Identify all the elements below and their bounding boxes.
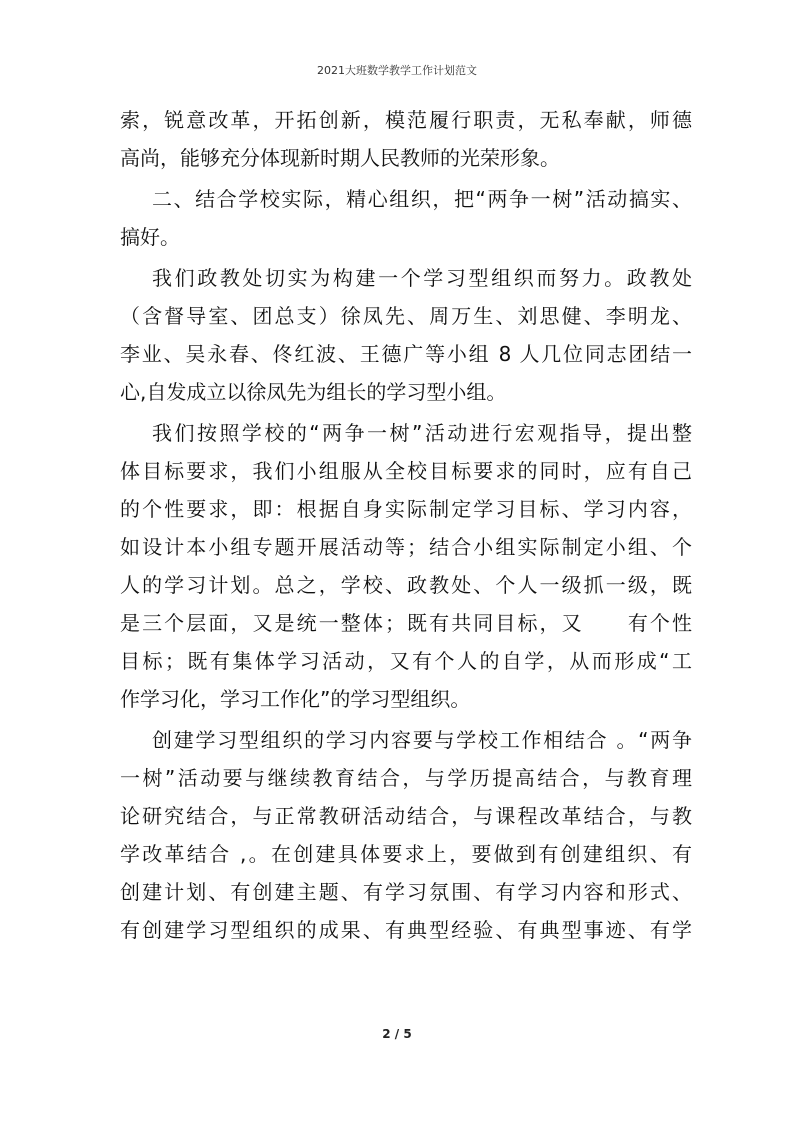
text-line: 学改革结合 ,。在创建具体要求上，要做到有创建组织、有	[120, 842, 692, 866]
text-line: 是三个层面，又是统一整体；既有共同目标，又 有个性	[120, 611, 692, 635]
text-line: 如设计本小组专题开展活动等；结合小组实际制定小组、个	[120, 535, 692, 559]
text-line: 高尚，能够充分体现新时期人民教师的光荣形象。	[120, 146, 560, 170]
page-number: 2 / 5	[382, 1027, 412, 1041]
text-line: （含督导室、团总支）徐凤先、周万生、刘思健、李明龙、	[120, 304, 692, 328]
text-line: 创建计划、有创建主题、有学习氛围、有学习内容和形式、	[120, 880, 692, 904]
paragraph	[120, 259, 692, 411]
text-line: 体目标要求，我们小组服从全校目标要求的同时，应有自己	[120, 459, 692, 483]
paragraph	[120, 180, 692, 256]
text-line: 作学习化，学习工作化”的学习型组织。	[120, 687, 471, 711]
text-line: 心,自发成立以徐凤先为组长的学习型小组。	[120, 380, 507, 404]
text-line: 李业、吴永春、佟红波、王德广等小组 8 人几位同志团结一	[120, 342, 692, 366]
text-line: 人的学习计划。总之，学校、政教处、个人一级抓一级，既	[120, 573, 692, 597]
text-line: 目标；既有集体学习活动，又有个人的自学，从而形成“工	[120, 649, 692, 673]
text-line: 一树”活动要与继续教育结合，与学历提高结合，与教育理	[120, 766, 692, 790]
body-text	[120, 101, 692, 949]
paragraph	[120, 101, 692, 177]
text-line: 我们按照学校的“两争一树”活动进行宏观指导，提出整	[152, 421, 692, 445]
text-line: 搞好。	[120, 225, 180, 249]
text-line: 的个性要求，即：根据自身实际制定学习目标、学习内容，	[120, 497, 692, 521]
text-line: 二、结合学校实际，精心组织，把“两争一树”活动搞实、	[152, 187, 692, 211]
paragraph	[120, 721, 692, 949]
text-line: 索，锐意改革，开拓创新，模范履行职责，无私奉献，师德	[120, 108, 692, 132]
page-header: 2021大班数学教学工作计划范文	[317, 64, 477, 77]
paragraph	[120, 414, 692, 718]
text-line: 有创建学习型组织的成果、有典型经验、有典型事迹、有学	[120, 918, 692, 942]
text-line: 论研究结合，与正常教研活动结合，与课程改革结合，与教	[120, 804, 692, 828]
text-line: 创建学习型组织的学习内容要与学校工作相结合 。“两争	[152, 728, 692, 752]
text-line: 我们政教处切实为构建一个学习型组织而努力。政教处	[152, 266, 692, 290]
